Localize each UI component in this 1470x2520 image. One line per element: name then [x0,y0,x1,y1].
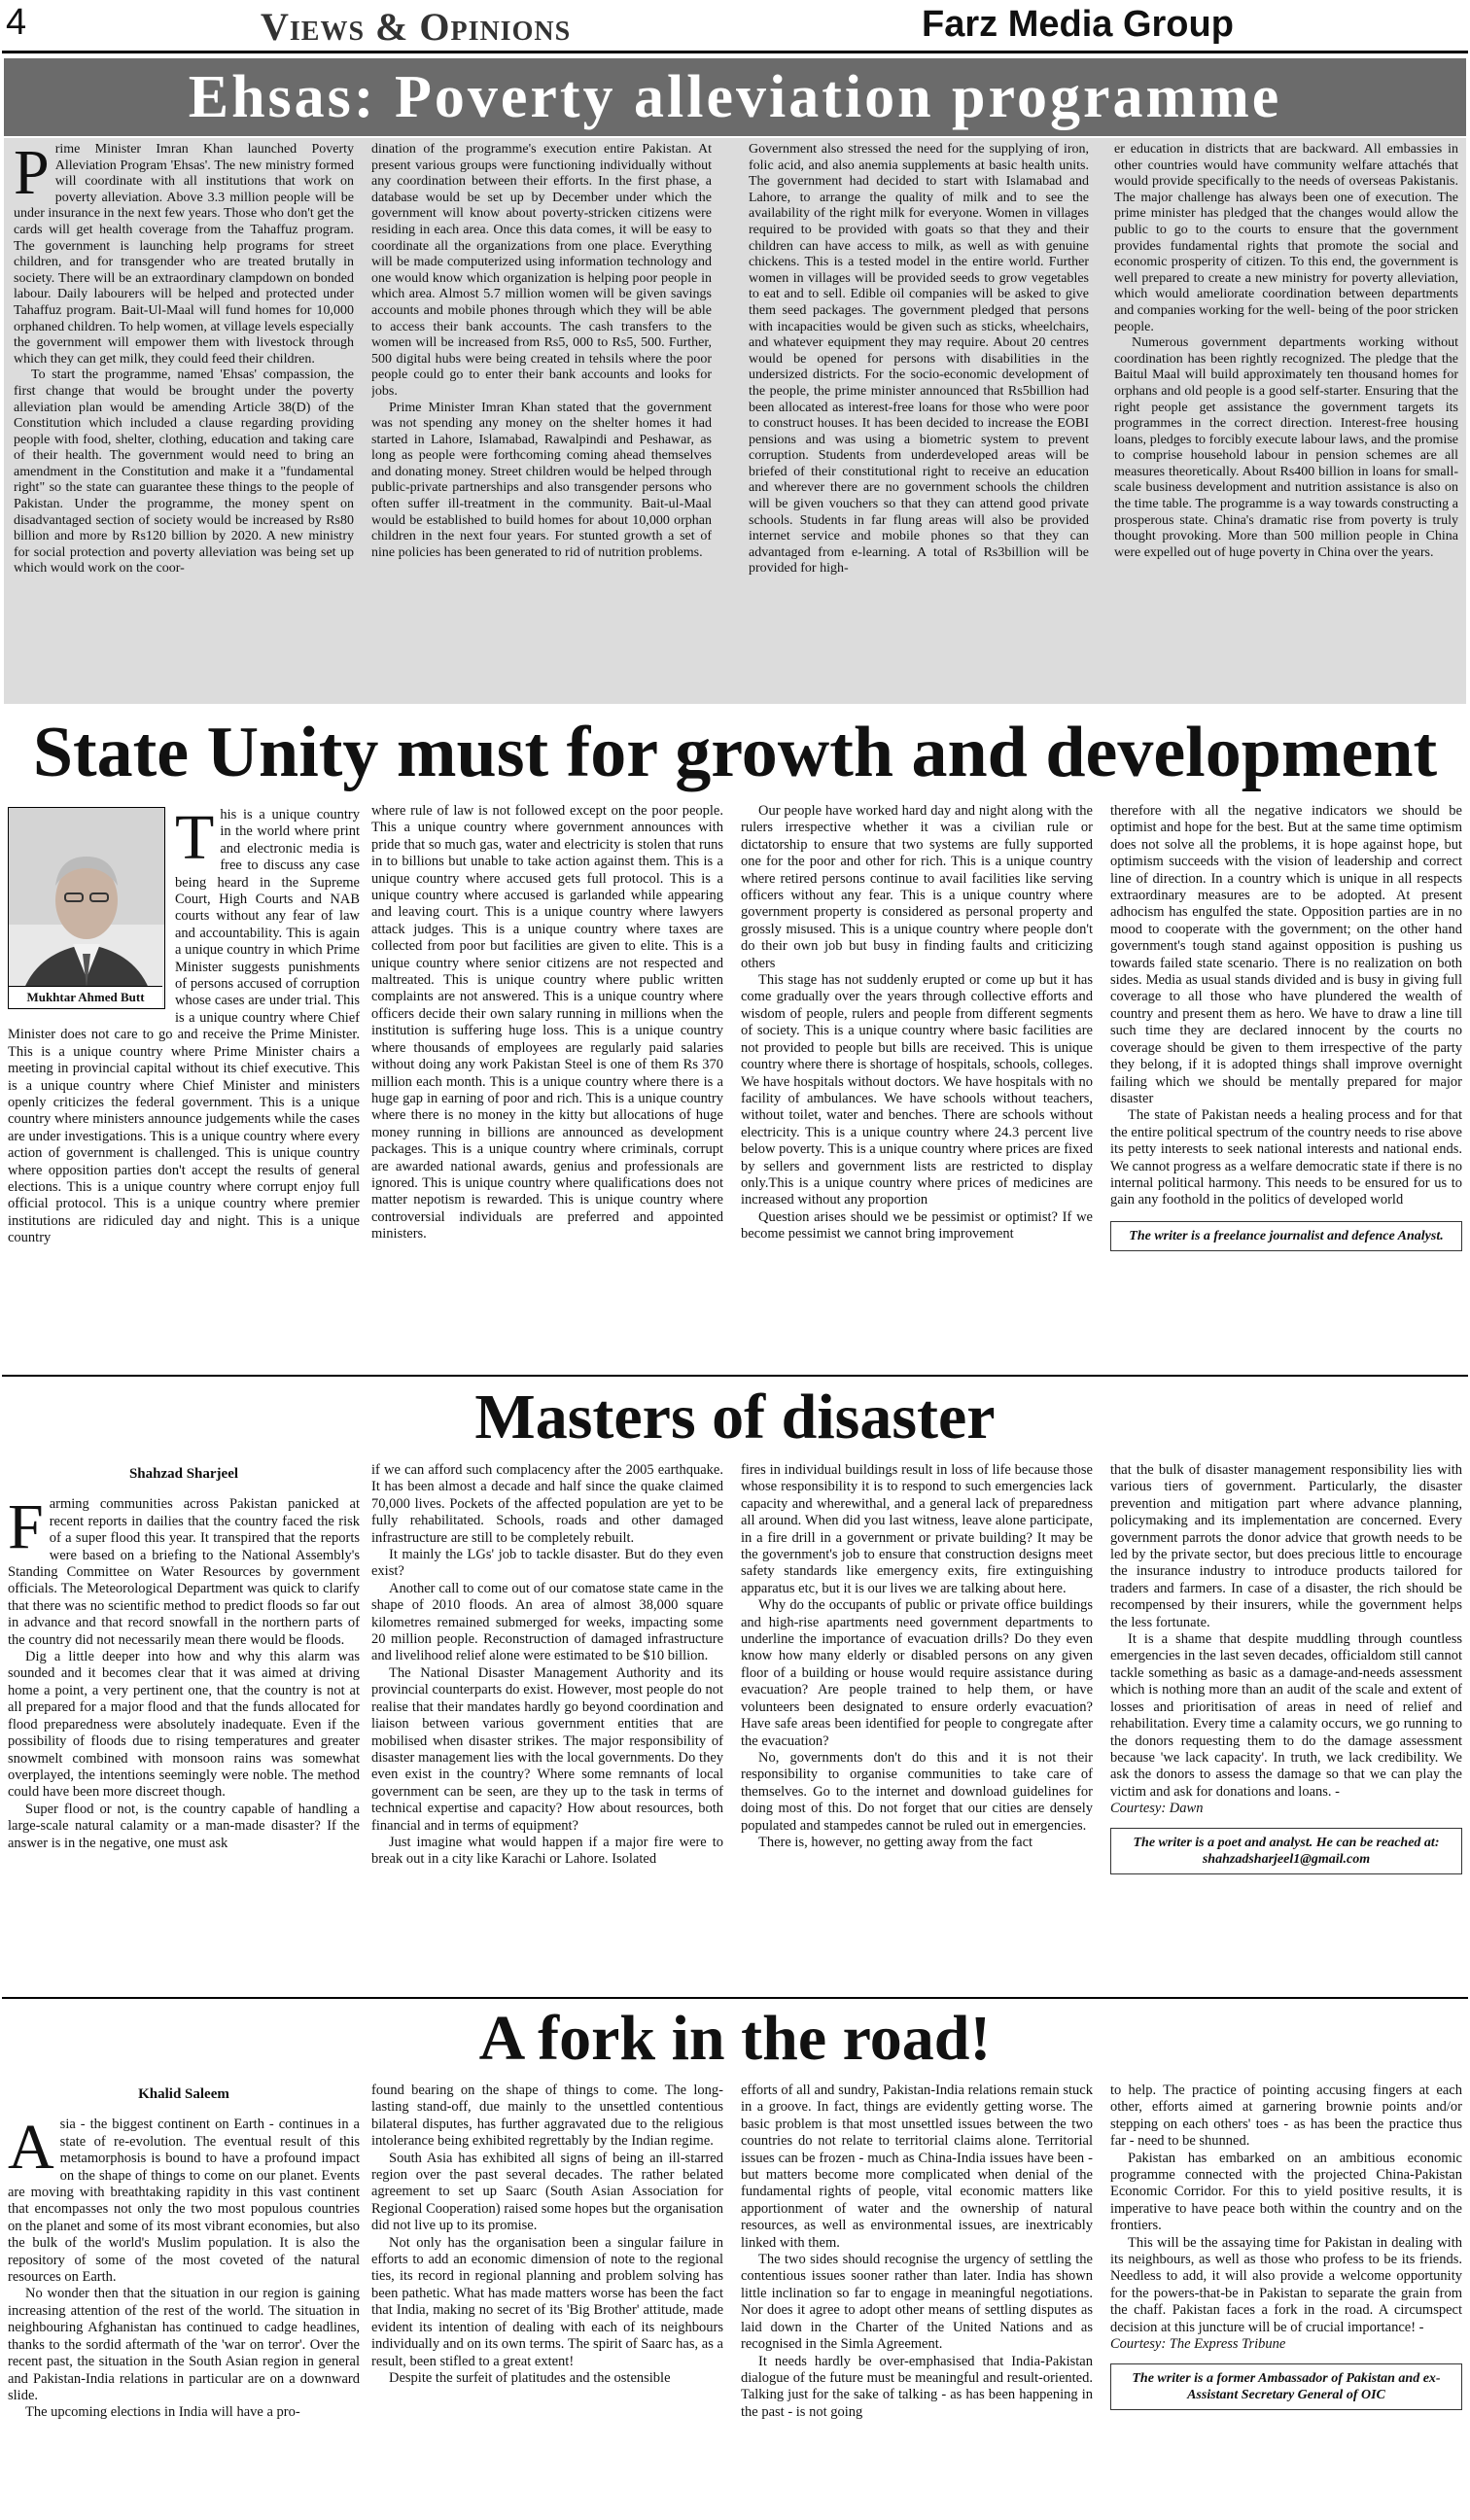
article3-bottom-rule [2,1997,1468,1999]
article1-title: Ehsas: Poverty alleviation programme [188,64,1282,130]
article4-courtesy: Courtesy: The Express Tribune [1110,2336,1286,2353]
article2-col2: where rule of law is not followed except on the poor people. This a unique country where government announces with pride that so much gas, water and electricity is stolen that runs in to billions but unable to take action against them. This is a unique country where accused gets full protocol. This is a unique country where accused is garlanded while appearing and leaving court. This is a unique country where lawyers attack judges. This is a unique country where taxes are collected from poor but facilities are given to elite. This is a unique country where senior citizens are not respected and maltreated. This is unique country where public written complaints are not answered. This is a unique country where officers decide their own salary running in millions when the institution is suffering huge loss. This is a unique country where thousands of employees are regularly paid salaries without doing any work Pakistan Steel is one of them Rs 370 million each month. This is a unique country where there is a huge gap in earning of poor and rich. This is a unique country where there is no money in the kitty but allocations of huge money running in billions are announced as development packages. This is a unique country where criminals, corrupt are awarded national awards, genius and professionals are ignored. This is unique country where qualifications does not matter nepotism is rewarded. This is unique country where controversial individuals are preferred and appointed ministers. [371,803,723,1242]
article3-col4: that the bulk of disaster management responsibility lies with various tiers of government. Particularly, the disaster prevention and mitigation part where advance planning, policymaking and its implementation are concerned. Every government parrots the donor advice that growth needs to be led by the private sector, but does precious little to encourage the insurance industry to introduce products tailored for traders and farmers. In case of a disaster, the rich should be recompensed by their insurers, while the government helps the less fortunate. It is a shame that despite muddling through countless emergencies in the last seven decades, officialdom still cannot tackle something as basic as a damage-and-needs assessment which is nothing more than an audit of the scale and extent of losses and prioritisation of areas in need of relief and rehabilitation. Every time a calamity occurs, we go running to the donors requesting them to do the damage assessment because 'we lack capacity'. In truth, we lack credibility. We ask the donors to assess the damage so that we can play the victim and ask for donations and loans. - Courtesy: Dawn The writer is a poet and analyst. He can be reached at: shahzadsharjeel1@gmail.com [1110,1462,1462,1995]
masthead-rule [2,51,1468,53]
article3-dropcap: F [8,1491,44,1563]
article2-col3: Our people have worked hard day and night along with the rulers irrespective whether it was a civilian rule or dictatorship to ensure that two systems are fully supported one for the poor and other for rich. This is a unique country where retired persons continue to avail facilities like serving officers without any fear. This is a unique country where government property is considered as personal property and grossly misused. This is a unique country where people don't do their own job but busy in finding faults and criticizing others This stage has not suddenly erupted or come up but it has come gradually over the years through collective efforts and wisdom of people, rulers and people from different segments of society. This is a unique country where basic facilities are not provided to people but bills are received. This is unique country where there is shortage of hospitals, schools, colleges. We have hospitals without doctors. We have hospitals with no facility of ambulances. We have schools without teachers, without toilet, water and benches. There are schools without electricity. This is a unique country where 24.3 percent live below poverty. This is a unique country where prices are fixed by sellers and government lists are restricted to display only.This is a unique country where prices of medicines are increased without any proportion Question arises should we be pessimist or optimist? If we become pessimist we cannot bring improvement [741,803,1093,1242]
page-number: 4 [6,2,27,43]
section-title: Views & Opinions [261,5,572,49]
article2-col1: This is a unique country in the world where print and electronic media is free to discuss any case being heard in the Supreme Court, High Courts and NAB courts without any fear of law and accountability. This is again a unique country in which Prime Minister suggests punishments of persons accused of corruption whose cases are under trial. This is a unique country where Chief Minister does not care to go and receive the Prime Minister. This is a unique country where Prime Minister chairs a meeting in provincial capital without its chief executive. This is a unique country where Chief Minister and ministers openly criticizes the federal government. This is a unique country where ministers announce judgements while the cases are under investigations. This is a unique country where every action of government is challenged. This is unique country where opposition parties don't accept the results of general elections. This is a unique country where corrupt enjoy full official protocol. This is a unique country where premier institutions are ridiculed day and night. This is a unique country [8,807,360,1246]
article1-col4: er education in districts that are backward. All embassies in other countries would have community welfare attachés that would provide specifically to the needs of overseas Pakistanis. The major challenge has always been one of execution. The prime minister has pledged that the changes would allow the public to go to the courts to ensure that the government provides fundamental rights that promote the social and economic prosperity of citizen. To this end, the government is well prepared to create a new ministry for poverty alleviation, which would ameliorate coordination between departments and companies working for the well- being of the poor stricken people. Numerous government departments working without coordination has been rightly recognized. The pledge that the Baitul Maal will build approximately ten thousand homes for orphans and old people is a good self-starter. Ensuring that the right people get assistance the government targets its programmes in the correct direction. Interest-free housing loans, pledges to forcibly execute labour laws, and the promise to comprise household labour in pension schemes are all measures theoretically. About Rs400 billion in loans for small-scale business development and nutrition assistance is also on the time table. The programme is a way towards constructing a prosperous state. China's dramatic rise from poverty is truly thought provoking. More than 500 million people in China were expelled out of huge poverty in China over the years. [1114,142,1458,560]
article3-title: Masters of disaster [474,1382,996,1452]
article2-writer-note: The writer is a freelance journalist and defence Analyst. [1110,1221,1462,1251]
article3-byline: Shahzad Sharjeel [128,1466,239,1482]
publisher-name: Farz Media Group [922,4,1234,45]
article3-col1: Shahzad Sharjeel Farming communities across Pakistan panicked at recent reports in dailies that the country faced the risk of a super flood this year. It transpired that the reports were based on a briefing to the National Assembly's Standing Committee on Water Resources by government officials. The Meteorological Department was quick to clarify that there was no scientific method to predict floods so far out in advance and that record snowfall in the northern parts of the country did not necessarily mean there would be floods. Dig a little deeper into how and why this alarm was sounded and it becomes clear that it was aimed at driving home a point, a very pertinent one, that the country is not at all prepared for a major flood and that the funds allocated for flood preparedness were absolutely inadequate. Even if the possibility of floods due to rising temperatures and greater snowmelt combined with monsoon rains was somewhat overplayed, the intentions seemingly were noble. The method could have been more discreet though. Super flood or not, is the country capable of handling a large-scale natural calamity or a man-made disaster? If the answer is in the negative, one must ask [8,1466,360,1851]
article4-col2: found bearing on the shape of things to come. The long-lasting stand-off, due mainly to the unsettled contentious bilateral disputes, has further aggravated due to the religious intolerance being exhibited regrettably by the Indian regime. South Asia has exhibited all signs of being an ill-starred region over the past several decades. The rather belated agreement to set up Saarc (South Asian Association for Regional Cooperation) raised some hopes but the organisation did not live up to its promise. Not only has the organisation been a singular failure in efforts to add an economic dimension of note to the regional ties, its record in regional planning and problem solving has been pathetic. What has made matters worse has been the fact that India, making no secret of its 'Big Brother' attitude, made evident its intention of dealing with each of its neighbours individually and on its own terms. The spirit of Saarc has, as a result, been stifled to a great extent! Despite the surfeit of platitudes and the ostensible [371,2082,723,2386]
article1-col3: Government also stressed the need for the supplying of iron, folic acid, and also anemia supplements at basic health units. The government had decided to start with Islamabad and Lahore, to arrange the quality of milk and to see the availability of the right milk for everyone. Women in villages required to be provided with goats so that they and their children can have access to milk, as well as with genuine chickens. This is a tested model in the entire world. Further women in villages will be provided seeds to grow vegetables to eat and to sell. Edible oil companies will be asked to give them seed packages. The government pledged that persons with incapacities would be given such as sticks, wheelchairs, and whatever equipment they may require. About 20 centres would be opened for persons with disabilities in the undersized districts. For the socio-economic development of the people, the prime minister announced that Rs5billion had been allocated as interest-free loans for those who were poor to construct houses. It has been decided to increase the EOBI pensions and was using a biometric system to prevent corruption. Students from underdeveloped areas will be briefed of their constitutional right to receive an education and wherever there are no government schools the children will be given vouchers so that they can attend good private schools. Students in far flung areas will also be provided internet service and mobile phones so that they can advantaged from e-learning. A total of Rs3billion will be provided for high- [749,142,1089,577]
article2-col4: therefore with all the negative indicators we should be optimist and hope for the best. But at the same time optimism does not solve all the problems, it is hope against hope, but optimism succeeds with the vision of leadership and correct line of direction. In a country which is unique in all respects extraordinary measures are to be adopted. At present adhocism has engulfed the state. Opposition parties are in no mood to cooperate with the government; on the other hand government's tough stand against opposition is pushing us towards failed state scenario. There is no realization on both sides. Media as usual stands divided and is busy in giving full coverage to all those who have plundered the wealth of country and present them as hero. We have to draw a line till such time they are declared innocent by the courts no coverage should be given to them irrespective of the party they belong, if it is adopted things shall improve overnight failing which we should be mentally prepared for major disaster The state of Pakistan needs a healing process and for that the entire political spectrum of the country needs to rise above its petty interests to seek national interests and national ends. We cannot progress as a welfare democratic state if there is no internal political harmony. This needs to be ensured for us to gain any foothold in the politics of developed world The writer is a freelance journalist and defence Analyst. [1110,803,1462,1367]
article4-col1: Khalid Saleem Asia - the biggest continent on Earth - continues in a state of re-evolution. The eventual result of this metamorphosis is bound to have a profound impact on the shape of things to come on our planet. Events are moving with breathtaking rapidity in this vast continent that encompasses not only the two most populous countries on the planet and some of its most vibrant economies, but also the bulk of the world's Muslim population. It is also the repository of some of the most coveted of the natural resources on Earth. No wonder then that the situation in our region is gaining increasing attention of the rest of the world. The situation in neighbouring Afghanistan has continued to cadge headlines, thanks to the sordid aftermath of the 'war on terror'. Over the recent past, the situation in the South Asian region in general and Pakistan-India relations in particular are on a downward slide. The upcoming elections in India will have a pro- [8,2086,360,2421]
article4-col4: to help. The practice of pointing accusing fingers at each other, efforts aimed at garnering brownie points and/or stepping on each others' toes - as has been the practice thus far - need to be shunned. Pakistan has embarked on an ambitious economic programme connected with the projected China-Pakistan Economic Corridor. For this to yield positive results, it is imperative to have peace both within the country and on the frontiers. This will be the assaying time for Pakistan in dealing with its neighbours, as well as those who profess to be its friends. Needless to add, it will also provide a welcome opportunity for the powers-that-be in Pakistan to separate the grain from the chaff. Pakistan faces a fork in the road. A circumspect decision at this juncture will be of crucial importance! - Courtesy: The Express Tribune The writer is a former Ambassador of Pakistan and ex-Assistant Secretary General of OIC [1110,2082,1462,2518]
article3-col2: if we can afford such complacency after the 2005 earthquake. It has been almost a decade and half since the quake claimed 70,000 lives. Pockets of the affected population are yet to be fully rehabilitated. Schools, roads and other damaged infrastructure are still to be completely rebuilt. It mainly the LGs' job to tackle disaster. But do they even exist? Another call to come out of our comatose state came in the shape of 2010 floods. An area of almost 38,000 square kilometres remained submerged for weeks, impacting some 20 million people. Reconstruction of damaged infrastructure and livelihood relief alone were estimated to be $10 billion. The National Disaster Management Authority and its provincial counterparts do exist. However, most people do not realise that their mandates hardly go beyond coordination and liaison between various government entities that are mobilised when disaster strikes. The major responsibility of disaster management lies with the local governments. Do they even exist in the country? Where some remnants of local government can be seen, are they up to the task in terms of technical expertise and capacity? How about resources, both financial and in terms of equipment? Just imagine what would happen if a major fire were to break out in a city like Karachi or Lahore. Isolated [371,1462,723,1868]
article2-dropcap: T [175,807,215,873]
article2-bottom-rule [2,1375,1468,1377]
article4-dropcap: A [8,2112,54,2184]
article3-col3: fires in individual buildings result in loss of life because those whose responsibility it is to respond to such emergencies lack capacity and wherewithal, and a general lack of preparedness all around. When did you last witness, leave alone participate, in a fire drill in a government or private building? It may be the government's job to ensure that construction designs meet safety standards like emergency exits, fire extinguishing apparatus etc, but it is our lives we are talking about here. Why do the occupants of public or private office buildings and high-rise apartments need government departments to underline the importance of evacuation drills? Do they even know how many elderly or disabled persons on any given floor of a building or house would require assistance during evacuation? Are people trained to help them, or have volunteers been designated to ensure orderly evacuation? Have safe areas been identified for people to congregate after the evacuation? No, governments don't do this and it is not their responsibility to organise communities to take care of themselves. Go to the internet and download guidelines for doing most of this. Do not forget that our cities are densely populated and stampedes cannot be ruled out in emergencies. There is, however, no getting away from the fact [741,1462,1093,1850]
article4-writer-note: The writer is a former Ambassador of Pakistan and ex-Assistant Secretary General of OIC [1110,2363,1462,2410]
article1-col2: dination of the programme's execution entire Pakistan. At present various groups were functioning individually without any coordination between their efforts. In the first phase, a database would be set up by December under which the government will know about poverty-stricken citizens were residing in each area. Once this data comes, it will be easy to coordinate all the organizations from one place. Everything will be made computerized using information technology and one would know which organization is helping poor people in which area. Almost 5.7 million women will be given savings accounts and mobile phones through which they will be able to access their bank accounts. The cash transfers to the women will be increased from Rs5, 000 to Rs5, 500. Further, 500 digital hubs were being created in tehsils where the poor people could go to enter their bank accounts and looks for jobs. Prime Minister Imran Khan stated that the government was not spending any money on the shelter homes it had started in Lahore, Islamabad, Rawalpindi and Peshawar, as long as people were forthcoming coming ahead themselves and donating money. Street children would be helped through public-private partnerships and also transgender persons who often suffer ill-treatment in the community. Bait-ul-Maal would be established to build homes for about 10,000 orphan children in the next four years. For stunted growth a set of nine policies has been generated to rid of nutrition problems. [371,142,712,560]
author-caption: Mukhtar Ahmed Butt [9,986,162,1008]
article1-body [4,138,1466,704]
article1-banner [4,58,1466,136]
article3-courtesy: Courtesy: Dawn [1110,1801,1204,1817]
article4-title: A fork in the road! [478,2003,992,2074]
photo-spacer [8,807,175,1027]
article4-col3: efforts of all and sundry, Pakistan-India relations remain stuck in a groove. In fact, things are evidently getting worse. The basic problem is that most unsettled issues between the two countries do not relate to territorial claims alone. Territorial issues can be frozen - much as China-India issues have been - but matters become more complicated when denial of the fundamental rights of people, vital economic matters like apportionment of water and the ownership of natural resources, as well as environmental issues, are inextricably linked with them. The two sides should recognise the urgency of settling the contentious issues sooner rather than later. India has shown little inclination so far to engage in meaningful negotiations. Nor does it agree to adopt other means of settling disputes as laid down in the Charter of the United Nations and as recognised in the Simla Agreement. It needs hardly be over-emphasised that India-Pakistan dialogue of the future must be meaningful and result-oriented. Talking just for the sake of talking - as has been happening in the past - is not going [741,2082,1093,2420]
article3-writer-note: The writer is a poet and analyst. He can be reached at: shahzadsharjeel1@gmail.com [1110,1828,1462,1874]
article1-col1: Prime Minister Imran Khan launched Poverty Alleviation Program 'Ehsas'. The new ministry formed will coordinate with all institutions that work on poverty alleviation. Above 3.3 million people will be under insurance in the next few years. Those who don't get the cards will get health coverage from the Tahaffuz program. The government is launching help programs for street children, and for transgender who are treated brutally in society. There will be an extraordinary clampdown on bonded labour. Daily labourers will be helped and protected under Tahaffuz program. Bait-Ul-Maal will fund homes for 10,000 orphaned children. To help women, at village levels especially the government will empower them with livestock through which they can get milk, they could feed their children. To start the programme, named 'Ehsas' compassion, the first change that would be brought under the poverty alleviation plan would be amending Article 38(D) of the Constitution which included a clause regarding providing people with food, shelter, clothing, education and taking care of their health. The government would need to bring an amendment in the Constitution and make it a "fundamental right" so the state can guarantee these things to the people of Pakistan. Under the programme, the money spent on disadvantaged section of society would be increased by Rs80 billion and more by Rs120 billion by 2020. A new ministry for social protection and poverty alleviation was being set up which would work on the coor- [14,142,354,577]
article2-title: State Unity must for growth and development [32,713,1438,792]
article4-byline: Khalid Saleem [138,2086,229,2102]
article1-dropcap: P [14,142,50,208]
